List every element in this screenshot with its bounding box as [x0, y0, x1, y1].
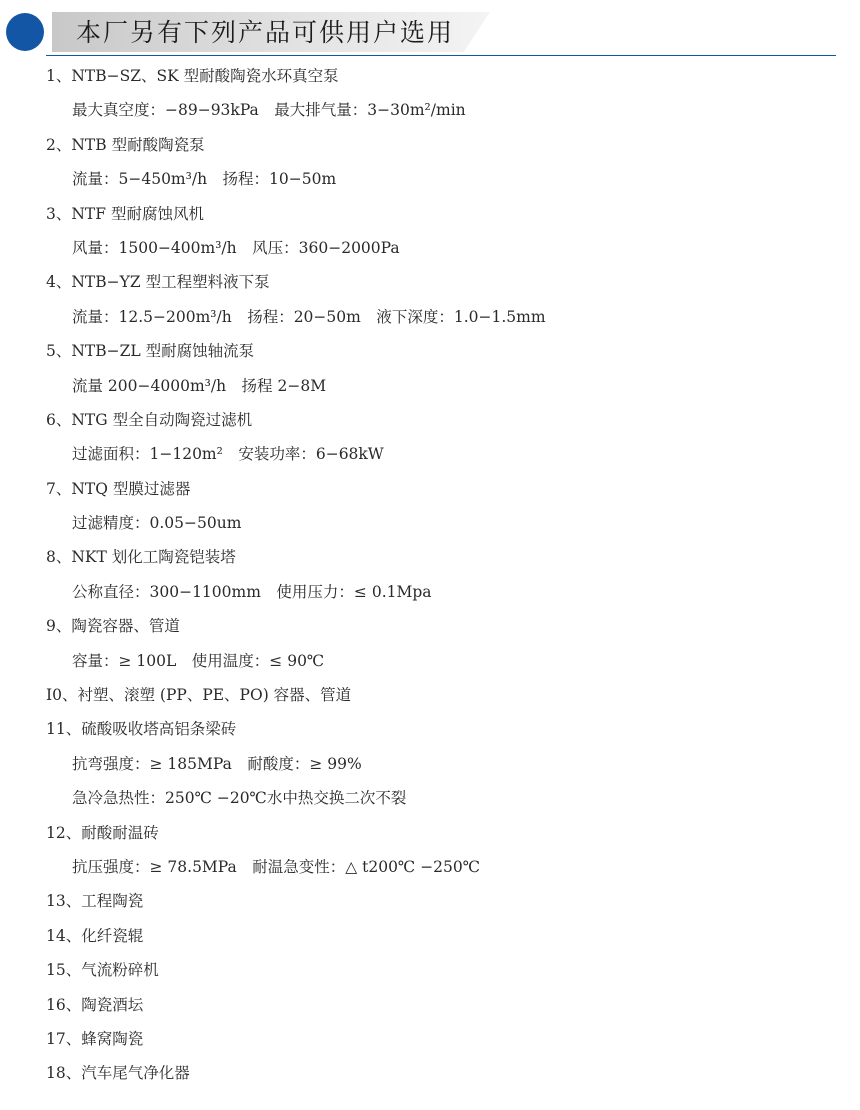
product-spec: 流量 200−4000m³/h 扬程 2−8M [72, 376, 327, 395]
product-title: 11、硫酸吸收塔高铝条梁砖 [46, 720, 237, 739]
product-title: 15、气流粉碎机 [46, 961, 159, 980]
product-title: 5、NTB−ZL 型耐腐蚀轴流泵 [46, 342, 255, 361]
product-title: 7、NTQ 型膜过滤器 [46, 479, 191, 498]
product-spec: 过滤精度：0.05−50um [72, 514, 242, 533]
product-spec: 抗压强度：≥ 78.5MPa 耐温急变性：△ t200℃ −250℃ [72, 857, 481, 876]
product-spec: 流量：12.5−200m³/h 扬程：20−50m 液下深度：1.0−1.5mm [72, 307, 546, 326]
product-spec: 流量：5−450m³/h 扬程：10−50m [72, 170, 337, 189]
page-title: 本厂另有下列产品可供用户选用 [76, 18, 455, 47]
section-header [0, 0, 860, 60]
product-spec: 公称直径：300−1100mm 使用压力：≤ 0.1Mpa [72, 582, 432, 601]
product-title: 16、陶瓷酒坛 [46, 995, 144, 1014]
product-spec: 过滤面积：1−120m² 安装功率：6−68kW [72, 445, 384, 464]
product-title: 12、耐酸耐温砖 [46, 823, 159, 842]
product-title: 17、蜂窝陶瓷 [46, 1029, 144, 1048]
product-title: 9、陶瓷容器、管道 [46, 617, 180, 636]
product-spec: 风量：1500−400m³/h 风压：360−2000Pa [72, 238, 400, 257]
product-title: I0、衬塑、滚塑 (PP、PE、PO) 容器、管道 [46, 686, 352, 705]
product-title: 13、工程陶瓷 [46, 892, 144, 911]
product-title: 14、化纤瓷辊 [46, 926, 144, 945]
product-title: 6、NTG 型全自动陶瓷过滤机 [46, 410, 253, 429]
product-title: 3、NTF 型耐腐蚀风机 [46, 204, 204, 223]
header-circle-icon [6, 13, 44, 51]
product-title: 4、NTB−YZ 型工程塑料液下泵 [46, 273, 270, 292]
product-title: 1、NTB−SZ、SK 型耐酸陶瓷水环真空泵 [46, 67, 339, 85]
header-divider [46, 55, 836, 56]
product-list [0, 59, 860, 1091]
product-spec: 容量：≥ 100L 使用温度：≤ 90℃ [72, 651, 325, 670]
product-title: 18、汽车尾气净化器 [46, 1064, 190, 1083]
product-title: 8、NKT 划化工陶瓷铠装塔 [46, 548, 236, 567]
product-spec: 急冷急热性：250℃ −20℃水中热交换二次不裂 [72, 789, 407, 808]
product-spec: 抗弯强度：≥ 185MPa 耐酸度：≥ 99% [72, 754, 362, 773]
product-title: 2、NTB 型耐酸陶瓷泵 [46, 135, 205, 154]
product-spec: 最大真空度：−89−93kPa 最大排气量：3−30m²/min [72, 101, 466, 120]
